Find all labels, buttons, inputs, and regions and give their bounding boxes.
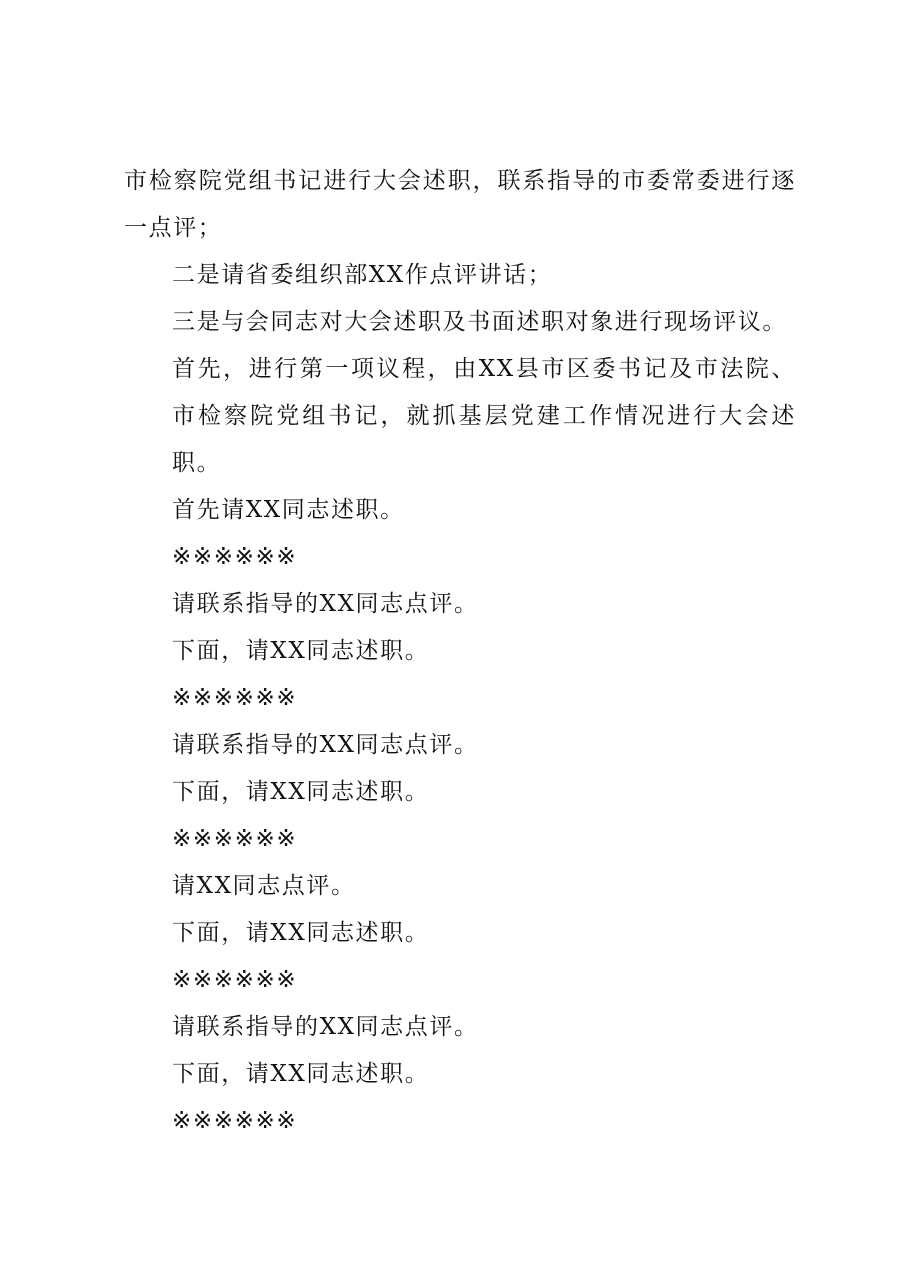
paragraph-7: 请联系指导的XX同志点评。 — [172, 591, 479, 617]
separator-5: ※※※※※※ — [172, 1108, 298, 1134]
paragraph-3: 三是与会同志对大会述职及书面述职对象进行现场评议。 — [172, 309, 787, 335]
paragraph-11: 下面，请XX同志述职。 — [172, 779, 430, 805]
paragraph-16: 请联系指导的XX同志点评。 — [172, 1014, 479, 1040]
separator-3: ※※※※※※ — [172, 826, 298, 852]
separator-2: ※※※※※※ — [172, 685, 298, 711]
paragraph-2: 二是请省委组织部XX作点评讲话； — [172, 262, 553, 288]
paragraph-10: 请联系指导的XX同志点评。 — [172, 732, 479, 758]
document-body — [124, 158, 796, 1145]
paragraph-8: 下面，请XX同志述职。 — [172, 638, 430, 664]
paragraph-1: 市检察院党组书记进行大会述职，联系指导的市委常委进行逐一点评； — [124, 168, 796, 241]
paragraph-5: 首先请XX同志述职。 — [172, 497, 405, 523]
paragraph-4: 首先，进行第一项议程，由XX县市区委书记及市法院、市检察院党组书记，就抓基层党建工作情况进行大会述职。 — [172, 356, 796, 476]
separator-4: ※※※※※※ — [172, 967, 298, 993]
separator-1: ※※※※※※ — [172, 544, 298, 570]
paragraph-14: 下面，请XX同志述职。 — [172, 920, 430, 946]
paragraph-13: 请XX同志点评。 — [172, 873, 356, 899]
paragraph-17: 下面，请XX同志述职。 — [172, 1061, 430, 1087]
